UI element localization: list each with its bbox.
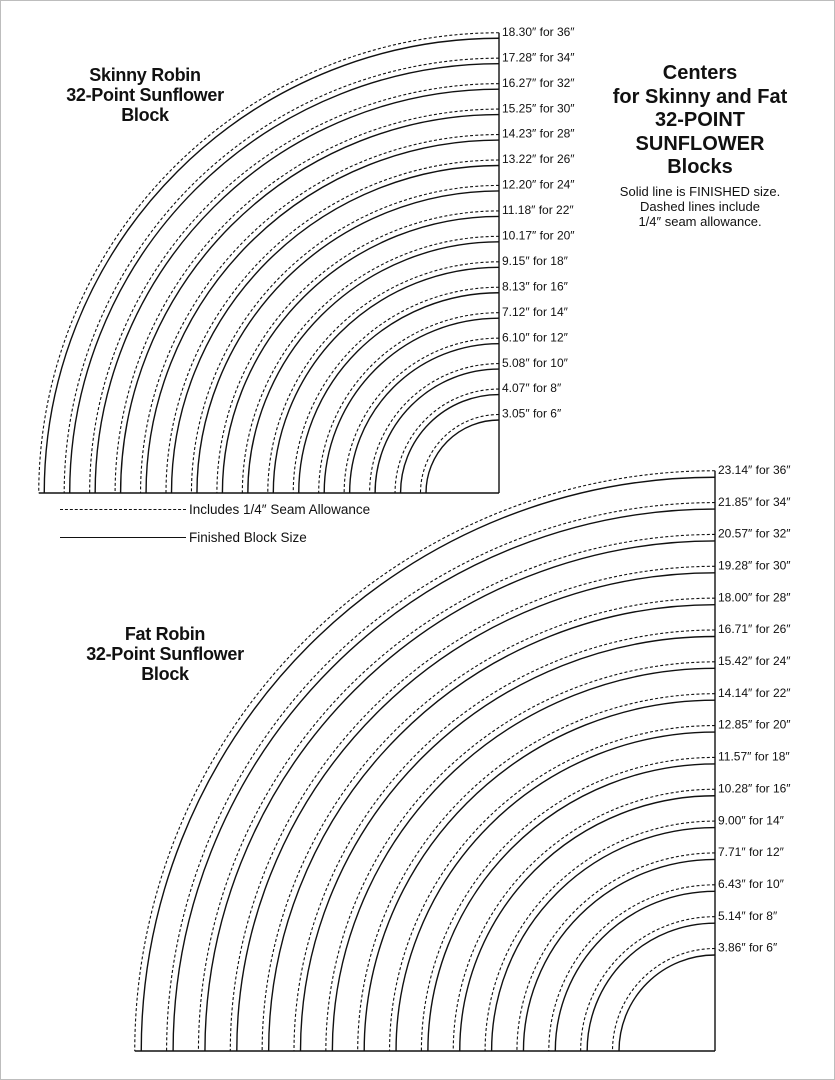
fat-ring-label-30: 19.28″ for 30″ (718, 558, 791, 573)
legend-dashed-swatch (60, 509, 186, 510)
legend-dashed-label: Includes 1/4″ Seam Allowance (189, 502, 371, 517)
heading-note-line-2: Dashed lines include (640, 198, 760, 214)
fat-finished-arc-14 (492, 828, 715, 1051)
fat-ring-label-6: 3.86″ for 6″ (718, 940, 778, 955)
legend-seam-allowance (60, 502, 370, 517)
heading-note-line-3: 1/4″ seam allowance. (638, 213, 762, 229)
fat-ring-label-34: 21.85″ for 34″ (718, 494, 791, 509)
fat-ring-label-12: 7.71″ for 12″ (718, 845, 784, 860)
skinny-ring-label-10: 5.08″ for 10″ (502, 355, 568, 370)
skinny-ring-label-14: 7.12″ for 14″ (502, 304, 568, 319)
skinny-seam-arc-14 (319, 313, 499, 493)
heading-title-line-5: Blocks (667, 156, 733, 178)
legend-solid-swatch (60, 537, 186, 538)
skinny-title-line-3: Block (121, 105, 169, 125)
fat-finished-arc-24 (332, 668, 715, 1051)
fat-seam-arc-22 (358, 694, 715, 1051)
fat-seam-arc-20 (390, 726, 715, 1051)
skinny-finished-arc-26 (172, 166, 500, 494)
skinny-ring-label-32: 16.27″ for 32″ (502, 75, 575, 90)
skinny-finished-arc-8 (401, 395, 499, 493)
skinny-ring-label-28: 14.23″ for 28″ (502, 126, 575, 141)
skinny-finished-arc-32 (95, 89, 499, 493)
fat-finished-arc-16 (460, 796, 715, 1051)
heading-title-line-3: 32-POINT (654, 109, 746, 131)
skinny-seam-arc-24 (191, 185, 499, 493)
heading-title-line-1: Centers (662, 62, 738, 84)
fat-finished-arc-32 (205, 541, 715, 1051)
fat-finished-arc-28 (269, 605, 715, 1051)
skinny-ring-label-36: 18.30″ for 36″ (502, 24, 575, 39)
fat-seam-arc-10 (549, 885, 715, 1051)
skinny-ring-label-24: 12.20″ for 24″ (502, 177, 575, 192)
fat-title-line-3: Block (141, 664, 189, 684)
skinny-ring-label-30: 15.25″ for 30″ (502, 101, 575, 116)
skinny-seam-arc-18 (268, 262, 499, 493)
fat-seam-arc-12 (517, 853, 715, 1051)
skinny-ring-label-16: 8.13″ for 16″ (502, 279, 568, 294)
fat-ring-label-14: 9.00″ for 14″ (718, 813, 784, 828)
skinny-ring-label-26: 13.22″ for 26″ (502, 152, 575, 167)
skinny-ring-label-22: 11.18″ for 22″ (502, 203, 574, 218)
fat-title-line-1: Fat Robin (124, 624, 206, 644)
fat-finished-arc-12 (523, 859, 715, 1051)
skinny-finished-arc-28 (146, 140, 499, 493)
skinny-seam-arc-22 (217, 211, 499, 493)
skinny-finished-arc-16 (299, 293, 499, 493)
skinny-seam-arc-20 (242, 236, 499, 493)
skinny-finished-arc-24 (197, 191, 499, 493)
fat-seam-arc-16 (453, 789, 715, 1051)
page-heading (595, 62, 805, 229)
skinny-ring-label-18: 9.15″ for 18″ (502, 253, 568, 268)
fat-ring-label-18: 11.57″ for 18″ (718, 749, 790, 764)
fat-ring-label-10: 6.43″ for 10″ (718, 876, 784, 891)
heading-note (595, 184, 805, 229)
fat-ring-label-24: 15.42″ for 24″ (718, 654, 791, 669)
skinny-robin-title (60, 65, 230, 125)
fat-robin-title (70, 624, 260, 684)
skinny-ring-label-12: 6.10″ for 12″ (502, 330, 568, 345)
skinny-finished-arc-18 (273, 267, 499, 493)
legend-solid-label: Finished Block Size (189, 530, 307, 545)
fat-finished-arc-8 (587, 923, 715, 1051)
fat-seam-arc-36 (135, 471, 715, 1051)
fat-ring-label-28: 18.00″ for 28″ (718, 590, 791, 605)
fat-ring-label-32: 20.57″ for 32″ (718, 526, 791, 541)
fat-finished-arc-18 (428, 764, 715, 1051)
fat-ring-label-16: 10.28″ for 16″ (718, 781, 791, 796)
fat-ring-label-8: 5.14″ for 8″ (718, 908, 778, 923)
fat-seam-arc-34 (167, 503, 715, 1051)
heading-title-line-4: SUNFLOWER (635, 132, 765, 155)
fat-finished-arc-30 (237, 573, 715, 1051)
fat-seam-arc-24 (326, 662, 715, 1051)
skinny-finished-arc-34 (70, 64, 499, 493)
skinny-seam-arc-10 (370, 364, 499, 493)
skinny-title-line-1: Skinny Robin (89, 65, 201, 85)
heading-note-line-1: Solid line is FINISHED size. (619, 183, 781, 199)
fat-ring-label-26: 16.71″ for 26″ (718, 622, 791, 637)
skinny-finished-arc-6 (426, 420, 499, 493)
fat-seam-arc-6 (613, 949, 716, 1052)
fat-title-line-2: 32-Point Sunflower (86, 644, 244, 664)
fat-seam-arc-8 (581, 917, 715, 1051)
legend-finished-size (60, 530, 307, 545)
skinny-seam-arc-6 (421, 415, 500, 494)
fat-ring-label-20: 12.85″ for 20″ (718, 717, 791, 732)
fat-ring-label-22: 14.14″ for 22″ (718, 685, 791, 700)
fat-finished-arc-22 (364, 700, 715, 1051)
skinny-ring-label-6: 3.05″ for 6″ (502, 406, 562, 421)
skinny-title-line-2: 32-Point Sunflower (66, 85, 224, 105)
fat-ring-label-36: 23.14″ for 36″ (718, 462, 791, 477)
skinny-ring-label-8: 4.07″ for 8″ (502, 381, 562, 396)
skinny-seam-arc-12 (344, 338, 499, 493)
skinny-seam-arc-26 (166, 160, 499, 493)
skinny-ring-label-20: 10.17″ for 20″ (502, 228, 575, 243)
fat-finished-arc-6 (619, 955, 715, 1051)
fat-seam-arc-18 (421, 757, 715, 1051)
heading-title (595, 62, 805, 180)
skinny-ring-label-34: 17.28″ for 34″ (502, 50, 575, 65)
skinny-seam-arc-16 (293, 287, 499, 493)
heading-title-line-2: for Skinny and Fat (612, 85, 788, 108)
fat-robin-arcs (135, 463, 792, 1051)
fat-finished-arc-36 (141, 477, 715, 1051)
